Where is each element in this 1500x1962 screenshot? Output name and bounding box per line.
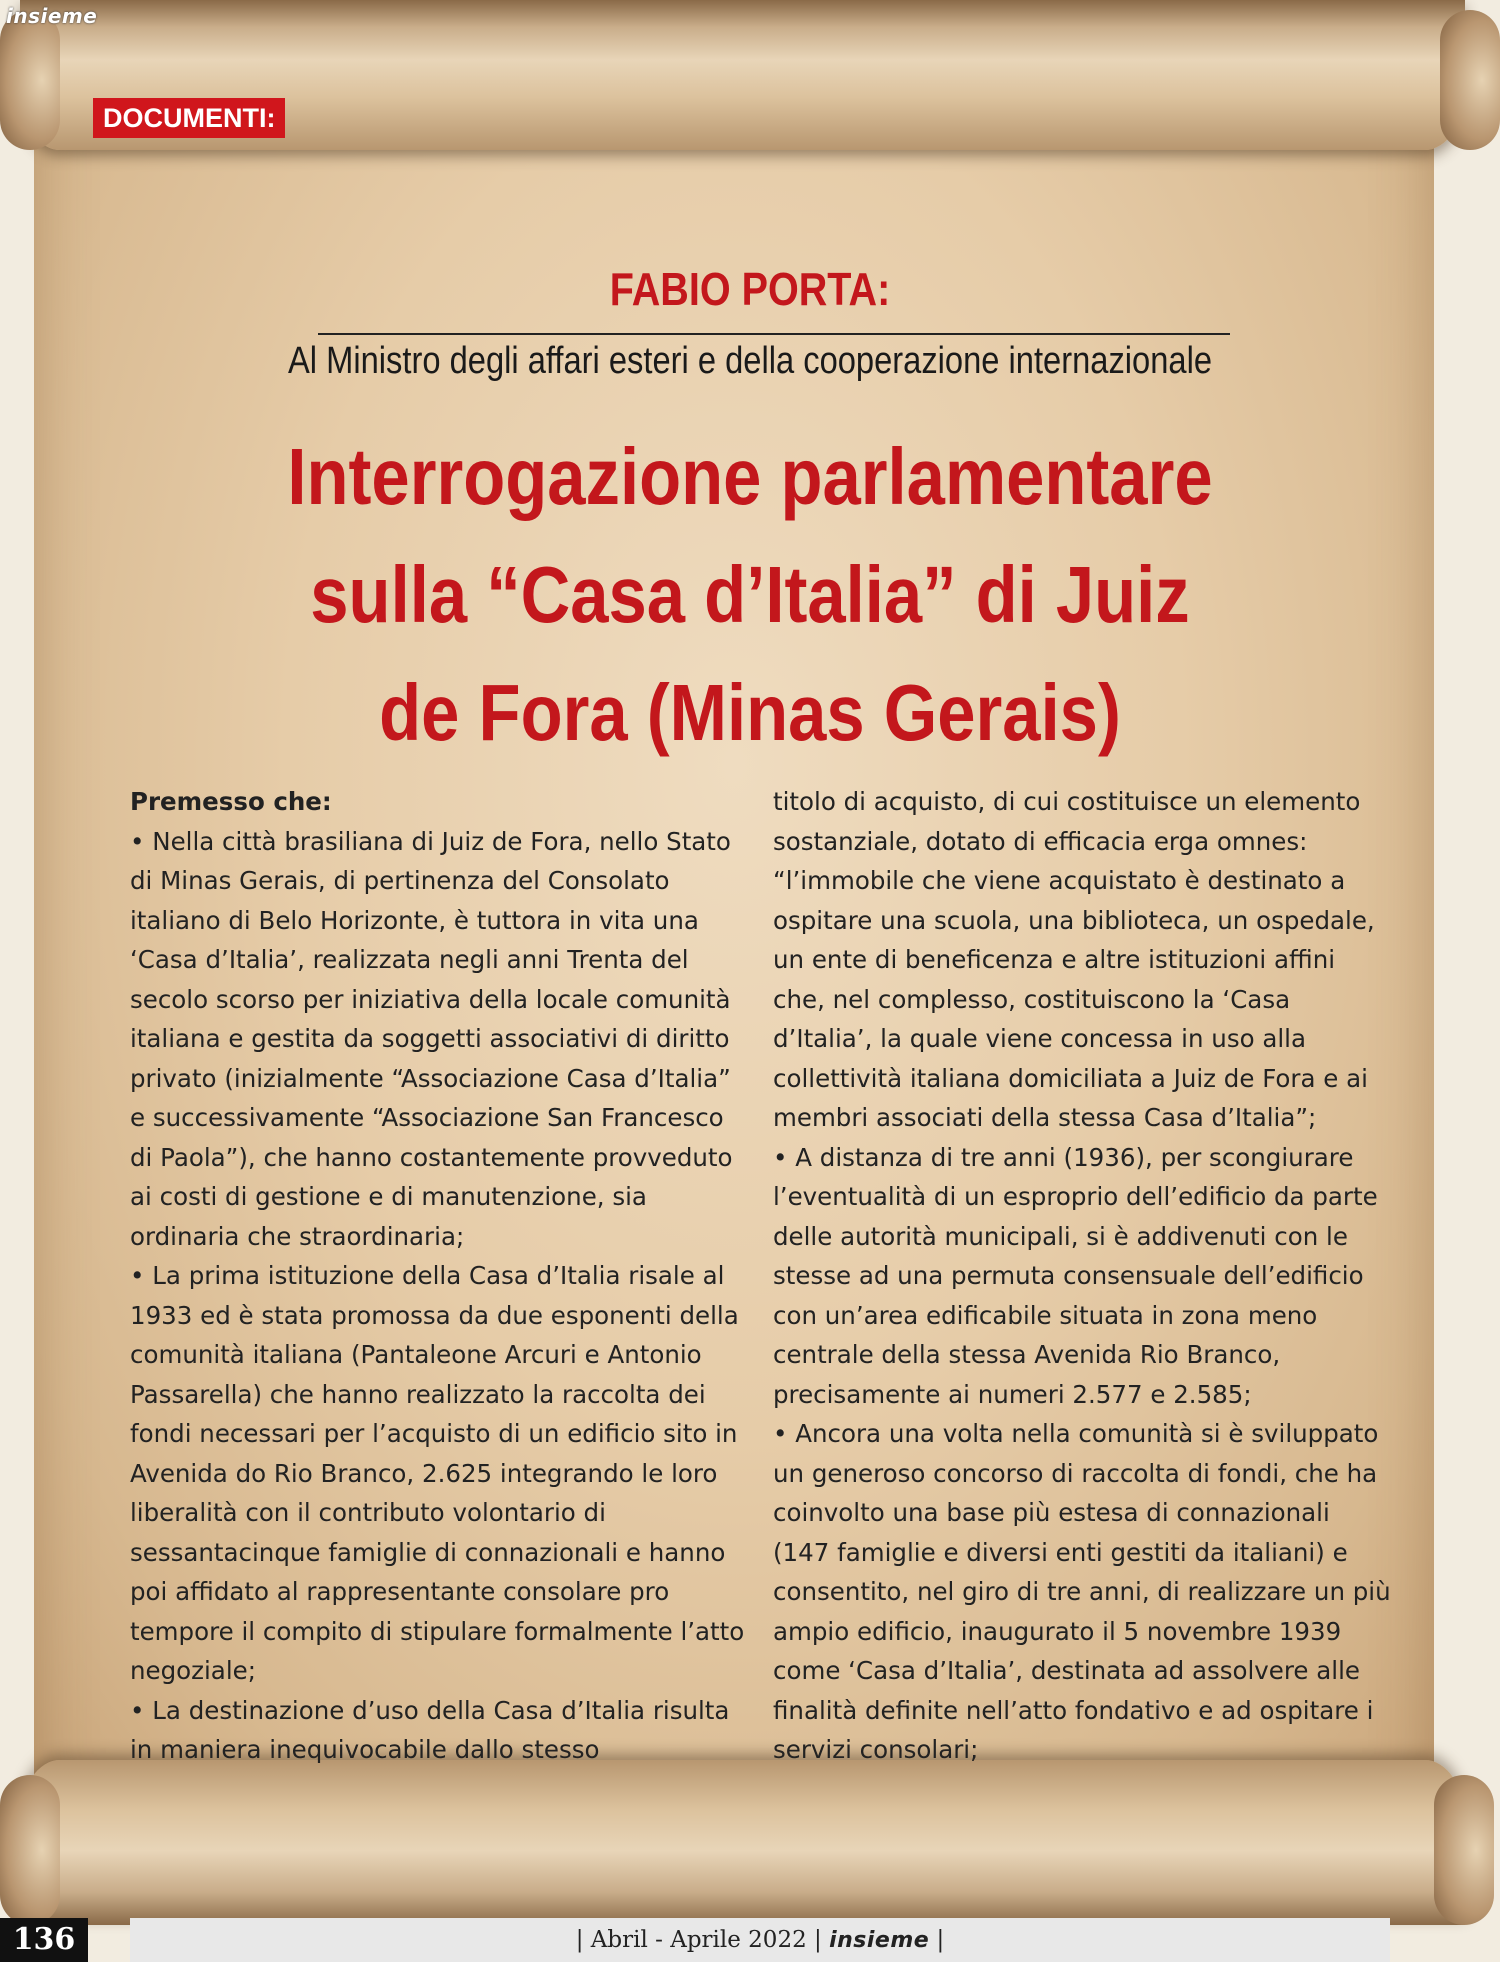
page-number: 136 (0, 1918, 88, 1962)
body-paragraph: • Ancora una volta nella comunità si è sviluppato un generoso concorso di raccolta di fondi, che ha coinvolto una base più estesa di connazionali (147 famiglie e diversi enti gestiti da italiani) e consentito, nel giro di tre anni, di realizzare un più ampio edificio, inaugurato il 5 novembre 1939 come ‘Casa d’Italia’, destinata ad assolvere alle finalità definite nell’atto fondativo e ad ospitare i servizi consolari; (773, 1419, 1391, 1764)
body-column-left (130, 782, 750, 1770)
article-recipient: Al Ministro degli affari esteri e della cooperazione internazionale (287, 340, 1213, 382)
magazine-logo: insieme (6, 4, 98, 28)
article-author: FABIO PORTA: (609, 263, 891, 315)
footer-end: | (936, 1927, 945, 1953)
author-divider (318, 333, 1230, 335)
article-title (234, 418, 1266, 772)
section-tag: DOCUMENTI: (93, 98, 285, 138)
scroll-bottom-right-curl (1434, 1775, 1494, 1925)
lead-heading: Premesso che: (130, 787, 332, 816)
scroll-top-left-curl (0, 10, 60, 150)
scroll-top-right-curl (1440, 10, 1500, 150)
body-paragraph: • Nella città brasiliana di Juiz de Fora, nello Stato di Minas Gerais, di pertinenza del Consolato italiano di Belo Horizonte, è tuttora in vita una ‘Casa d’Italia’, realizzata negli anni Trenta del secolo scorso per iniziativa della locale comunità italiana e gestita da soggetti associativi di diritto privato (inizialmente “Associazione Casa d’Italia” e successivamente “Associazione San Francesco di Paola”), che hanno costantemente provveduto ai costi di gestione e di manutenzione, sia ordinaria che straordinaria; (130, 826, 733, 1251)
footer-issue: | Abril - Aprile 2022 | (575, 1927, 822, 1953)
body-paragraph: • A distanza di tre anni (1936), per scongiurare l’eventualità di un esproprio dell’edificio da parte delle autorità municipali, si è addivenuti con le stesse ad una permuta consensuale dell’edificio con un’area edificabile situata in zona meno centrale della stessa Avenida Rio Branco, precisamente ai numeri 2.577 e 2.585; (773, 1142, 1378, 1409)
scroll-bottom-left-curl (0, 1775, 60, 1925)
body-column-right (773, 782, 1393, 1770)
title-line: de Fora (Minas Gerais) (379, 668, 1121, 757)
title-line: Interrogazione parlamentare (287, 432, 1213, 521)
scroll-bottom-roll (20, 1760, 1465, 1925)
body-paragraph: • La destinazione d’uso della Casa d’Italia risulta in maniera inequivocabile dallo stesso (130, 1695, 730, 1764)
body-paragraph: • La prima istituzione della Casa d’Italia risale al 1933 ed è stata promossa da due esponenti della comunità italiana (Pantaleone Arcuri e Antonio Passarella) che hanno realizzato la raccolta dei fondi necessari per l’acquisto di un edificio sito in Avenida do Rio Branco, 2.625 integrando le loro liberalità con il contributo volontario di sessantacinque famiglie di connazionali e hanno poi affidato al rappresentante consolare pro tempore il compito di stipulare formalmente l’atto negoziale; (130, 1261, 745, 1685)
footer-issue-bar (130, 1918, 1390, 1962)
footer-logo: insieme (829, 1928, 930, 1953)
title-line: sulla “Casa d’Italia” di Juiz (310, 550, 1190, 639)
body-paragraph: titolo di acquisto, di cui costituisce un elemento sostanziale, dotato di efficacia erga omnes: “l’immobile che viene acquistato è destinato a ospitare una scuola, una biblioteca, un ospedale, un ente di beneficenza e altre istituzioni affini che, nel complesso, costituiscono la ‘Casa d’Italia’, la quale viene concessa in uso alla collettività italiana domiciliata a Juiz de Fora e ai membri associati della stessa Casa d’Italia”; (773, 787, 1375, 1132)
